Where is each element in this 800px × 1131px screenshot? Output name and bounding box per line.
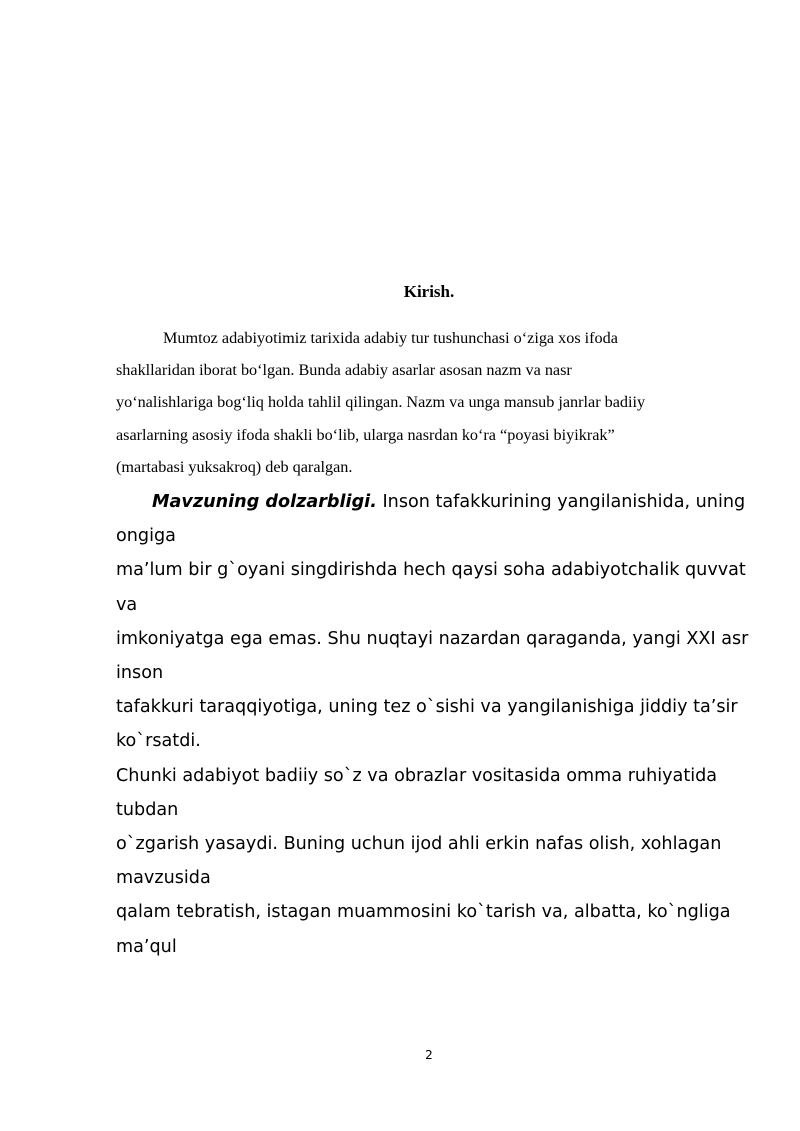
relevance-paragraph <box>116 485 756 964</box>
intro-line: (martabasi yuksakroq) deb qaralgan. <box>116 457 353 476</box>
intro-line: Mumtoz adabiyotimiz tarixida adabiy tur tushunchasi o‘ziga xos ifoda <box>163 329 618 347</box>
page-number: 2 <box>425 1048 433 1062</box>
relevance-first-line-text: Inson tafakkurining yangilanishida, uning <box>376 492 746 512</box>
relevance-line: mavzusida <box>116 868 211 889</box>
relevance-line: ko`rsatdi. <box>116 731 201 752</box>
intro-line: shakllaridan iborat bo‘lgan. Bunda adabiy asarlar asosan nazm va nasr <box>116 361 572 380</box>
intro-line: asarlarning asosiy ifoda shakli bo‘lib, ularga nasrdan ko‘ra “poyasi biyikrak” <box>116 425 615 444</box>
relevance-line: ma’lum bir g`oyani singdirishda hech qaysi soha adabiyotchalik quvvat <box>116 560 746 581</box>
intro-paragraph <box>116 322 716 483</box>
intro-line: yo‘nalishlariga bog‘liq holda tahlil qilingan. Nazm va unga mansub janrlar badiiy <box>116 393 646 412</box>
relevance-line: ongiga <box>116 526 176 547</box>
relevance-line: tubdan <box>116 799 179 820</box>
section-heading: Kirish. <box>403 282 455 301</box>
relevance-line: ma’qul <box>116 936 177 957</box>
relevance-line: Chunki adabiyot badiiy so`z va obrazlar vositasida omma ruhiyatida <box>116 765 718 786</box>
relevance-lead: Mavzuning dolzarbligi. <box>152 492 377 512</box>
relevance-line: va <box>116 594 138 615</box>
relevance-first-line <box>116 485 756 519</box>
relevance-line: imkoniyatga ega emas. Shu nuqtayi nazardan qaraganda, yangi XXI asr <box>116 628 749 649</box>
relevance-line: o`zgarish yasaydi. Buning uchun ijod ahli erkin nafas olish, xohlagan <box>116 834 722 855</box>
relevance-line: inson <box>116 663 164 684</box>
relevance-line: qalam tebratish, istagan muammosini ko`tarish va, albatta, ko`ngliga <box>116 902 731 923</box>
relevance-line: tafakkuri taraqqiyotiga, uning tez o`sishi va yangilanishiga jiddiy ta’sir <box>116 697 738 718</box>
